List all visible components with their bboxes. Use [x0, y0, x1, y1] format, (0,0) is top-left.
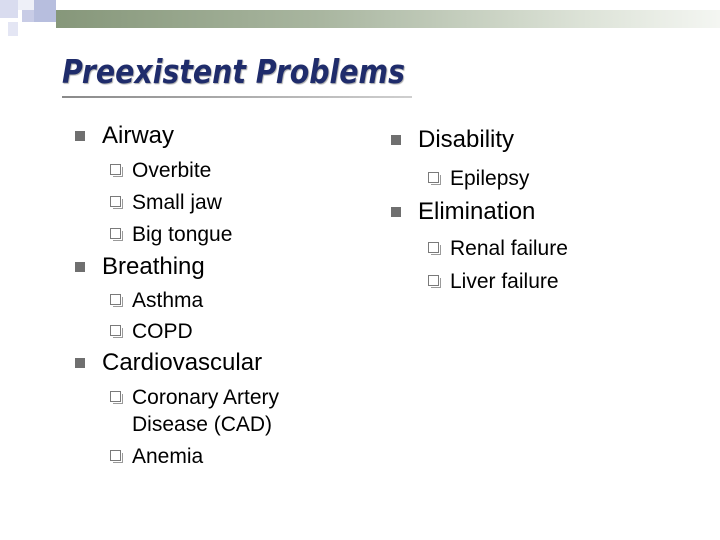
sub-bullet	[132, 222, 232, 247]
checkbox-bullet-icon	[110, 196, 121, 207]
sub-bullet	[132, 385, 279, 410]
checkbox-bullet-icon	[110, 164, 121, 175]
sub-bullet-label: Big tongue	[132, 223, 233, 246]
sub-bullet	[132, 190, 222, 215]
checkbox-bullet-icon	[428, 172, 439, 183]
square-bullet-icon	[75, 131, 85, 141]
bullet-breathing	[102, 253, 205, 281]
sub-bullet	[132, 158, 211, 183]
checkbox-bullet-icon	[110, 450, 121, 461]
sub-bullet	[450, 269, 559, 294]
bullet-label: Cardiovascular	[102, 349, 263, 376]
title-underline	[62, 96, 412, 98]
sub-bullet-label: Renal failure	[450, 237, 568, 260]
deco-square	[34, 0, 56, 22]
sub-bullet-label: Anemia	[132, 445, 204, 468]
deco-square	[22, 10, 34, 22]
square-bullet-icon	[391, 135, 401, 145]
sub-bullet	[132, 444, 203, 469]
square-bullet-icon	[75, 262, 85, 272]
bullet-cardiovascular	[102, 349, 262, 377]
checkbox-bullet-icon	[428, 275, 439, 286]
sub-bullet	[132, 288, 203, 313]
slide-title: Preexistent Problems	[62, 52, 405, 91]
bullet-airway	[102, 122, 174, 150]
sub-bullet	[450, 166, 529, 191]
bullet-label: Elimination	[418, 198, 536, 225]
bullet-label: Airway	[102, 122, 175, 149]
sub-bullet-label: Liver failure	[450, 270, 559, 293]
checkbox-bullet-icon	[110, 228, 121, 239]
square-bullet-icon	[75, 358, 85, 368]
checkbox-bullet-icon	[110, 325, 121, 336]
bullet-label: Disability	[418, 126, 515, 153]
sub-bullet	[132, 319, 193, 344]
sub-bullet-label: Overbite	[132, 159, 212, 182]
sub-bullet-continuation	[132, 412, 272, 437]
sub-bullet	[450, 236, 568, 261]
sub-bullet-label: Coronary Artery	[132, 386, 280, 409]
sub-bullet-label: COPD	[132, 320, 193, 343]
checkbox-bullet-icon	[110, 294, 121, 305]
square-bullet-icon	[391, 207, 401, 217]
sub-bullet-label: Disease (CAD)	[132, 413, 273, 436]
deco-square	[8, 22, 18, 36]
bullet-disability	[418, 126, 514, 154]
checkbox-bullet-icon	[428, 242, 439, 253]
checkbox-bullet-icon	[110, 391, 121, 402]
bullet-label: Breathing	[102, 253, 205, 280]
sub-bullet-label: Epilepsy	[450, 167, 530, 190]
deco-square	[0, 0, 18, 18]
header-gradient-bar	[56, 10, 720, 28]
bullet-elimination	[418, 198, 535, 226]
sub-bullet-label: Asthma	[132, 289, 204, 312]
sub-bullet-label: Small jaw	[132, 191, 222, 214]
